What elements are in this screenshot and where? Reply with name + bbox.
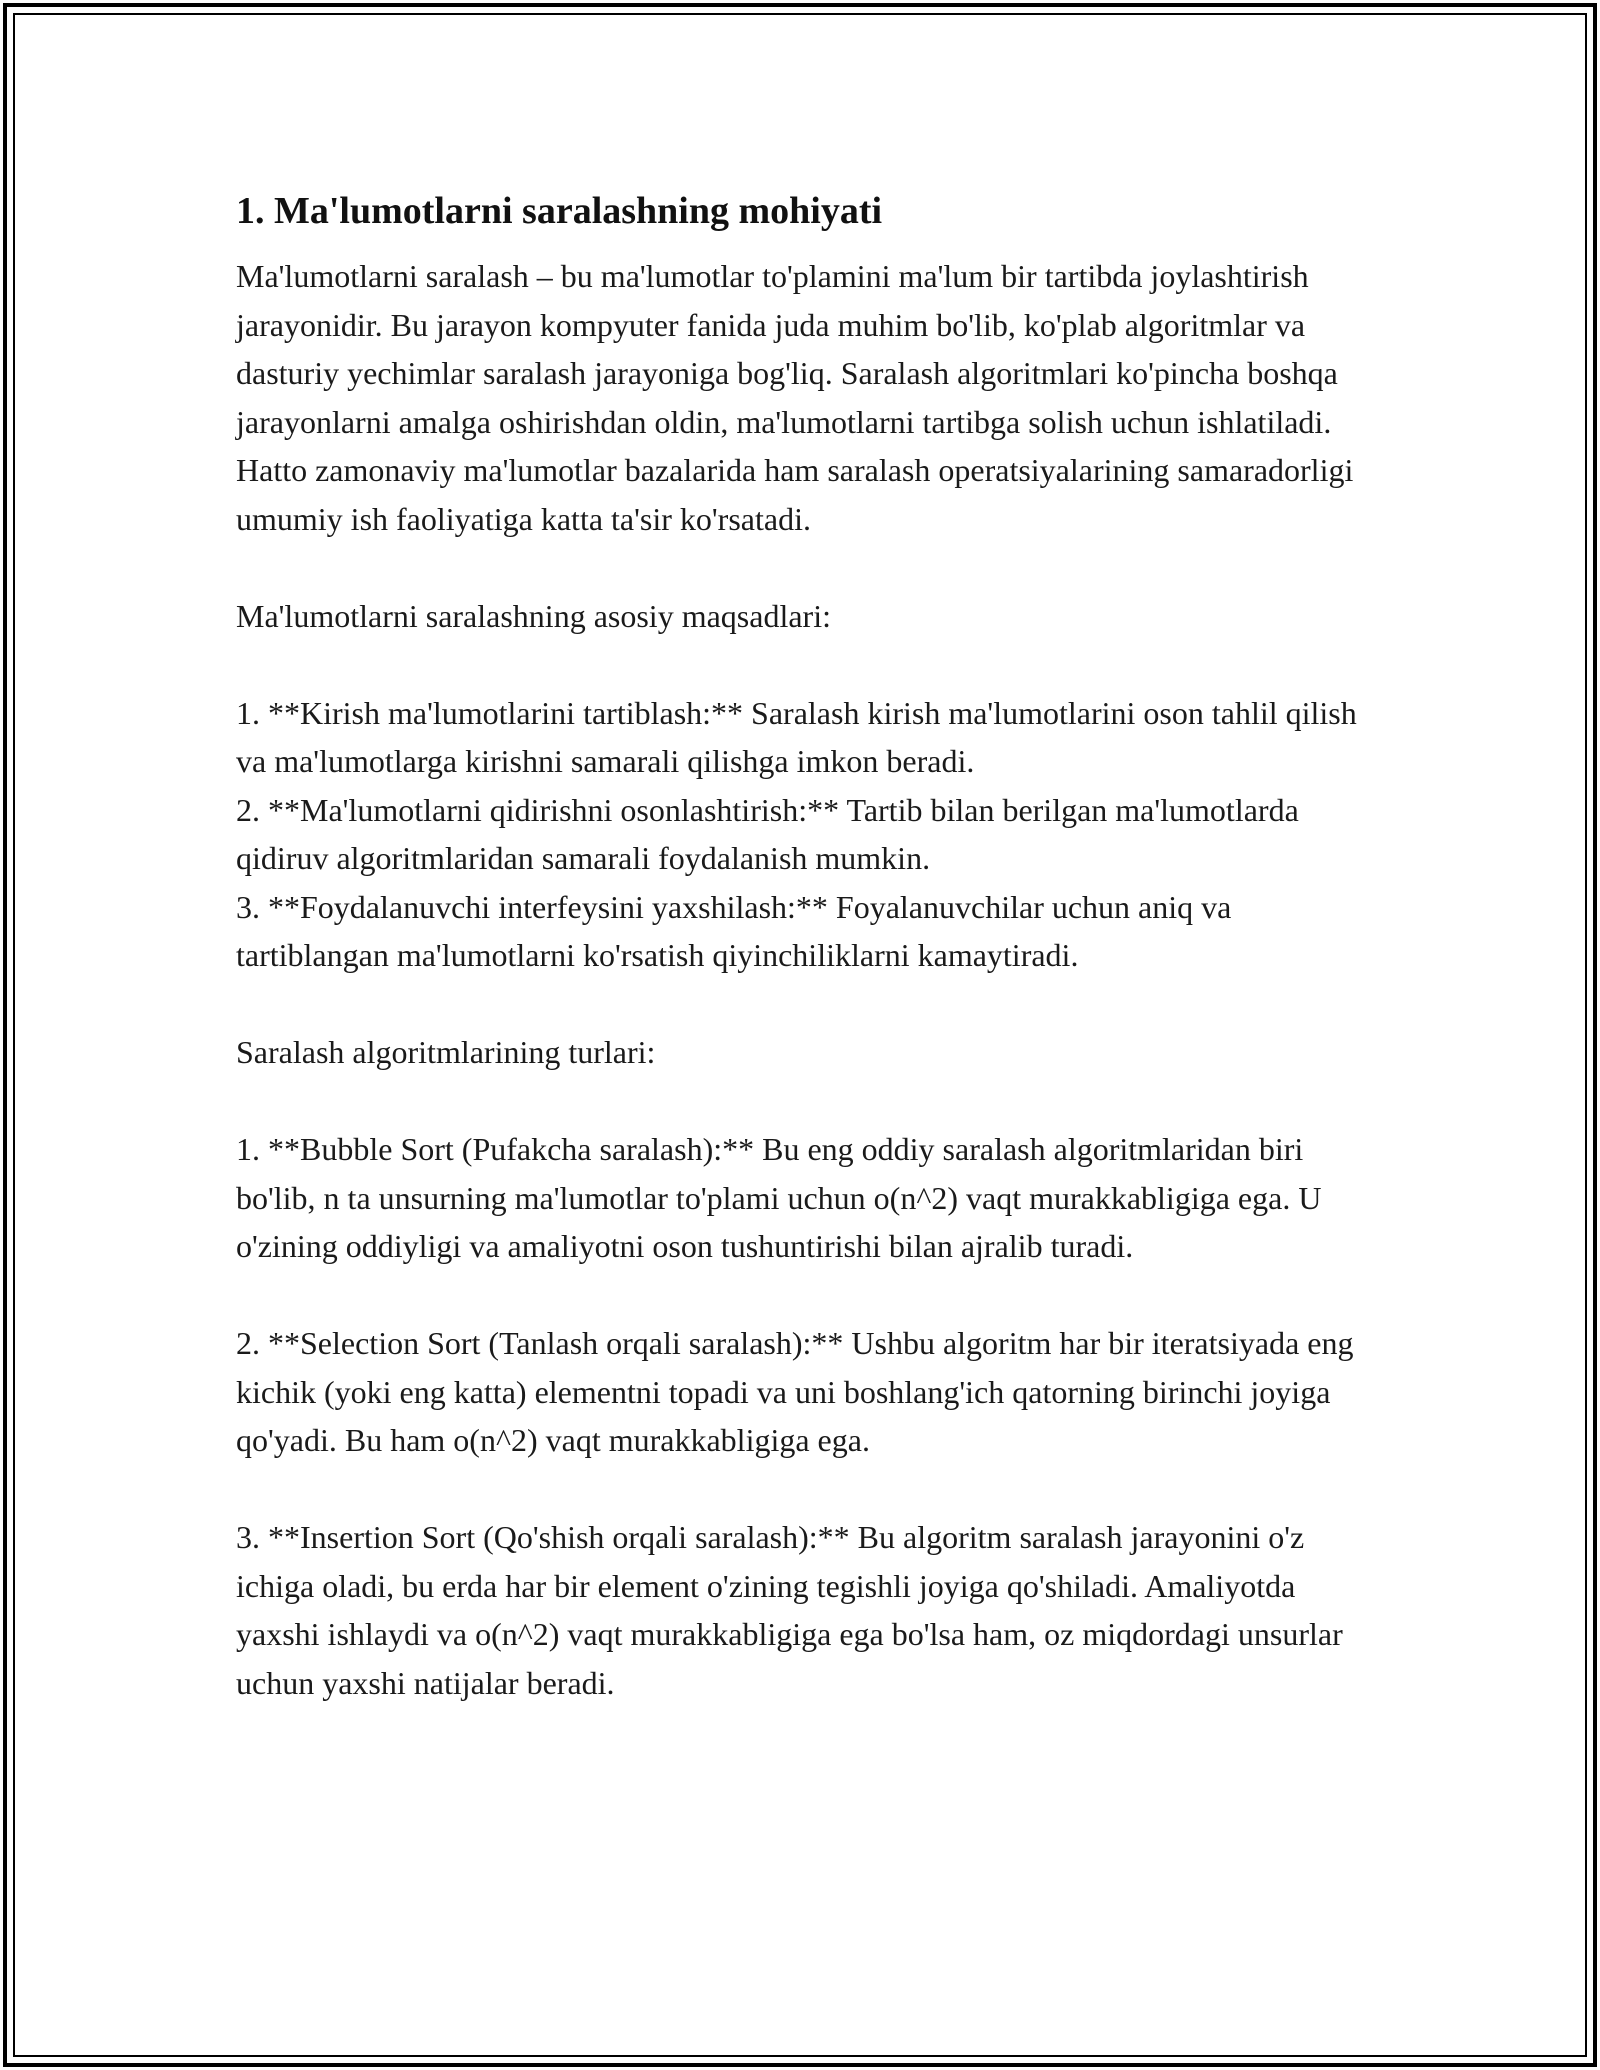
- spacer: [236, 1271, 1366, 1320]
- type-item-selection-sort: 2. **Selection Sort (Tanlash orqali saralash):** Ushbu algoritm har bir iteratsiyada eng kichik (yoki eng katta) elementni topadi va uni boshlang'ich qatorning birinchi joyiga qo'yadi. Bu ham o(n^2) vaqt murakkabligiga ega.: [236, 1325, 1354, 1458]
- section-heading: 1. Ma'lumotlarni saralashning mohiyati: [236, 190, 883, 232]
- goal-item-2: 2. **Ma'lumotlarni qidirishni osonlashtirish:** Tartib bilan berilgan ma'lumotlarda qidiruv algoritmlaridan samarali foydalanish mumkin.: [236, 791, 1299, 876]
- types-title: Saralash algoritmlarining turlari:: [236, 1034, 656, 1070]
- spacer: [236, 980, 1366, 1029]
- goal-item-3: 3. **Foydalanuvchi interfeysini yaxshilash:** Foyalanuvchilar uchun aniq va tartiblangan ma'lumotlarni ko'rsatish qiyinchiliklarni kamaytiradi.: [236, 888, 1232, 973]
- spacer: [236, 1465, 1366, 1514]
- spacer: [236, 543, 1366, 592]
- type-item-insertion-sort: 3. **Insertion Sort (Qo'shish orqali saralash):** Bu algoritm saralash jarayonini o'z ichiga oladi, bu erda har bir element o'zining tegishli joyiga qo'shiladi. Amaliyotda yaxshi ishlaydi va o(n^2) vaqt murakkabligiga ega bo'lsa ham, oz miqdordagi unsurlar uchun yaxshi natijalar beradi.: [236, 1519, 1343, 1701]
- spacer: [236, 640, 1366, 689]
- goals-title: Ma'lumotlarni saralashning asosiy maqsadlari:: [236, 597, 831, 634]
- type-item-bubble-sort: 1. **Bubble Sort (Pufakcha saralash):** Bu eng oddiy saralash algoritmlaridan biri bo'lib, n ta unsurning ma'lumotlar to'plami uchun o(n^2) vaqt murakkabligiga ega. U o'zining oddiyligi va amaliyotni oson tushuntirishi bilan ajralib turadi.: [236, 1131, 1322, 1264]
- spacer: [236, 1077, 1366, 1126]
- document-body: [236, 186, 1366, 1707]
- goal-item-1: 1. **Kirish ma'lumotlarini tartiblash:** Saralash kirish ma'lumotlarini oson tahlil qilish va ma'lumotlarga kirishni samarali qilishga imkon beradi.: [236, 694, 1357, 779]
- intro-paragraph: Ma'lumotlarni saralash – bu ma'lumotlar to'plamini ma'lum bir tartibda joylashtirish jarayonidir. Bu jarayon kompyuter fanida juda muhim bo'lib, ko'plab algoritmlar va dasturiy yechimlar saralash jarayoniga bog'liq. Saralash algoritmlari ko'pincha boshqa jarayonlarni amalga oshirishdan oldin, ma'lumotlarni tartibga solish uchun ishlatiladi. Hatto zamonaviy ma'lumotlar bazalarida ham saralash operatsiyalarining samaradorligi umumiy ish faoliyatiga katta ta'sir ko'rsatadi.: [236, 258, 1354, 537]
